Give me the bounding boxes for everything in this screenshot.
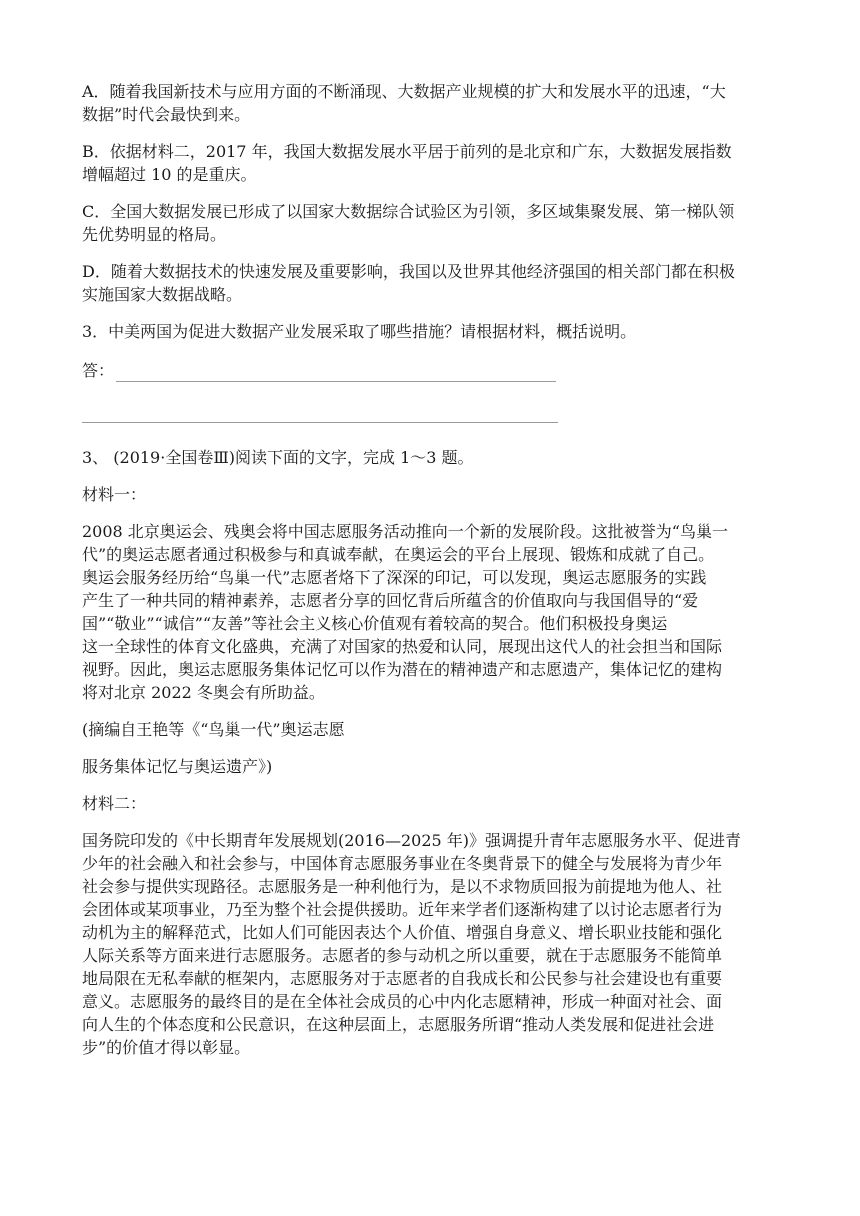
answer-row xyxy=(82,359,782,382)
question-3: 3．中美两国为促进大数据产业发展采取了哪些措施？请根据材料，概括说明。 xyxy=(82,322,637,341)
option-d: D．随着大数据技术的快速发展及重要影响，我国以及世界其他经济强国的相关部门都在积极 实施国家大数据战略。 xyxy=(82,262,735,304)
answer-line-1[interactable] xyxy=(116,364,556,382)
source-line-1: (摘编自王艳等《“鸟巢一代”奥运志愿 xyxy=(82,720,345,739)
material-1-label: 材料一： xyxy=(82,485,147,504)
source-line-2: 服务集体记忆与奥运遗产》) xyxy=(82,757,273,776)
material-1-text: 2008 北京奥运会、残奥会将中国志愿服务活动推向一个新的发展阶段。这批被誉为“鸟巢一 代”的奥运志愿者通过积极参与和真诚奉献，在奥运会的平台上展现、锻炼和成就了自己。 奥运会服务经历给“鸟巢一代”志愿者烙下了深深的印记，可以发现，奥运志愿服务的实践 产生了一种共同的精神素养，志愿者分享的回忆背后所蕴含的价值取向与我国倡导的“爱 国”“敬业”“诚信”“友善”等社会主义核心价值观有着较高的契合。他们积极投身奥运 这一全球性的体育文化盛典，充满了对国家的热爱和认同，展现出这代人的社会担当和国际 视野。因此，奥运志愿服务集体记忆可以作为潜在的精神遗产和志愿遗产，集体记忆的建构 将对北京 2022 冬奥会有所助益。 xyxy=(82,522,728,702)
answer-label: 答： xyxy=(82,361,115,380)
option-b: B．依据材料二，2017 年，我国大数据发展水平居于前列的是北京和广东，大数据发展指数 增幅超过 10 的是重庆。 xyxy=(82,142,732,184)
material-2-text: 国务院印发的《中长期青年发展规划(2016—2025 年)》强调提升青年志愿服务水平、促进青 少年的社会融入和社会参与，中国体育志愿服务事业在冬奥背景下的健全与发展将为青少年 社会参与提供实现路径。志愿服务是一种利他行为，是以不求物质回报为前提地为他人、社 会团体或某项事业，乃至为整个社会提供援助。近年来学者们逐渐构建了以讨论志愿者行为 动机为主的解释范式，比如人们可能因表达个人价值、增强自身意义、增长职业技能和强化 人际关系等方面来进行志愿服务。志愿者的参与动机之所以重要，就在于志愿服务不能简单 地局限在无私奉献的框架内，志愿服务对于志愿者的自我成长和公民参与社会建设也有重要 意义。志愿服务的最终目的是在全体社会成员的心中内化志愿精神，形成一种面对社会、面 向人生的个体态度和公民意识，在这种层面上，志愿服务所谓“推动人类发展和促进社会进 步”的价值才得以彰显。 xyxy=(82,831,742,1057)
option-c: C．全国大数据发展已形成了以国家大数据综合试验区为引领，多区域集聚发展、第一梯队领 先优势明显的格局。 xyxy=(82,202,735,244)
option-a: A．随着我国新技术与应用方面的不断涌现、大数据产业规模的扩大和发展水平的迅速，“大 数据”时代会最快到来。 xyxy=(82,82,726,124)
document-page xyxy=(82,80,782,1059)
section-heading: 3、 (2019·全国卷Ⅲ)阅读下面的文字，完成 1～3 题。 xyxy=(82,448,474,467)
material-2-label: 材料二： xyxy=(82,794,147,813)
answer-line-2[interactable] xyxy=(82,422,558,423)
